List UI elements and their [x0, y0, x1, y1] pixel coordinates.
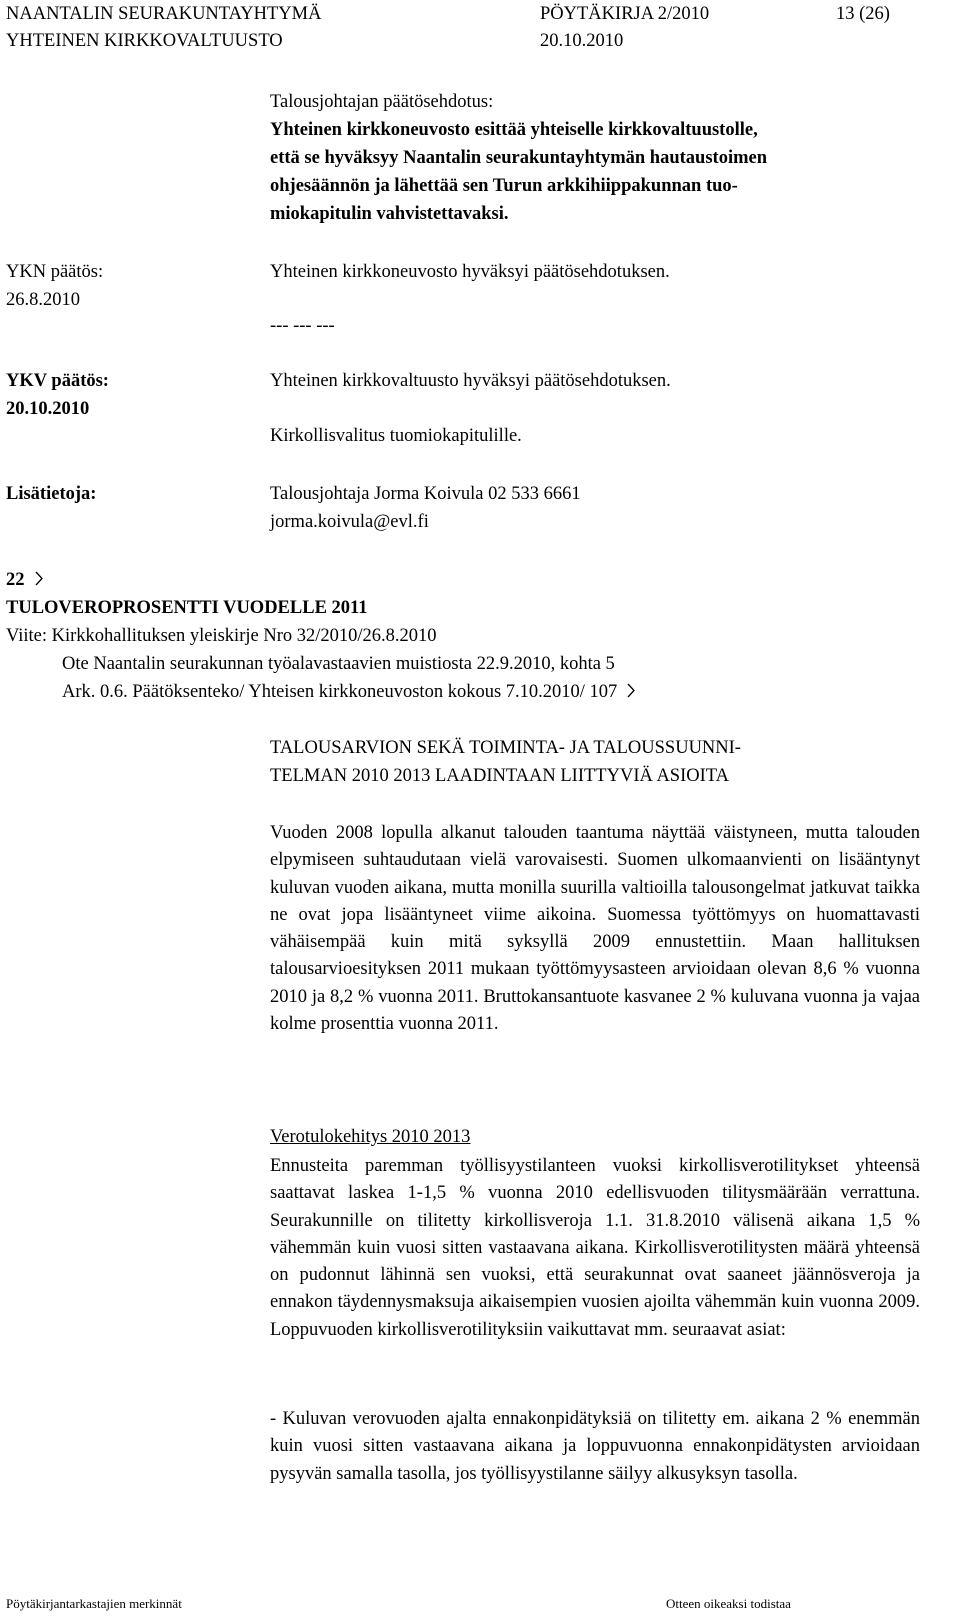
proposal-line: miokapitulin vahvistettavaksi. [270, 204, 509, 224]
footer-right: Otteen oikeaksi todistaa [666, 1596, 791, 1611]
item-reference: Viite: Kirkkohallituksen yleiskirje Nro 32/2010/26.8.2010 [6, 626, 437, 646]
footer-left: Pöytäkirjantarkastajien merkinnät [6, 1596, 182, 1611]
item-reference: Ote Naantalin seurakunnan työalavastaavien muistiosta 22.9.2010, kohta 5 [62, 654, 615, 674]
header-doc-type: PÖYTÄKIRJA 2/2010 [540, 4, 710, 24]
item-title: TULOVEROPROSENTTI VUODELLE 2011 [6, 598, 368, 618]
header-org: NAANTALIN SEURAKUNTAYHTYMÄ [6, 4, 322, 24]
ykn-decision-text: Yhteinen kirkkoneuvosto hyväksyi päätösehdotuksen. [270, 262, 670, 282]
info-email: jorma.koivula@evl.fi [270, 512, 429, 532]
section-heading: TALOUSARVION SEKÄ TOIMINTA- JA TALOUSSUUNNI- [270, 738, 741, 758]
bullet-paragraph: - Kuluvan verovuoden ajalta ennakonpidätyksiä on tilitetty em. aikana 2 % enemmän kuin vuosi sitten vastaavana aikana ja loppuvuonna ennakonpidätysten arvioidaan pysyvän samalla tasolla, jos työllisyystilanne säilyy alkusyksyn tasolla. [270, 1409, 920, 1484]
ykn-label: YKN päätös: [6, 262, 104, 282]
subsection-heading [270, 1127, 470, 1148]
subsection-heading-text: Verotulokehitys 2010 2013 [270, 1127, 471, 1147]
ykv-date: 20.10.2010 [6, 399, 90, 419]
item-number [6, 570, 43, 591]
item-number-text: 22 [6, 570, 25, 590]
info-contact: Talousjohtaja Jorma Koivula 02 533 6661 [270, 484, 581, 504]
ykn-date: 26.8.2010 [6, 290, 80, 310]
body-paragraph: Vuoden 2008 lopulla alkanut talouden taantuma näyttää väistyneen, mutta talouden elpymiseen suhtaudutaan vielä varovaisesti. Suomen ulkomaanvienti on lisääntynyt kuluvan vuoden aikana, mutta monilla suurilla valtioilla talousongelmat jatkuvat taikka ne ovat jopa lisääntyneet viime aikoina. Suomessa työttömyys on huomattavasti vähäisempää kuin mitä syksyllä 2009 ennustettiin. Maan hallituksen talousarvioesityksen 2011 mukaan työttömyysasteen arvioidaan olevan 8,6 % vuonna 2010 ja 8,2 % vuonna 2011. Bruttokansantuote kasvanee 2 % kuluvana vuonna ja vajaa kolme prosenttia vuonna 2011. [270, 823, 920, 1035]
proposal-line: ohjesäännön ja lähettää sen Turun arkkihiippakunnan tuo- [270, 176, 738, 196]
proposal-line: että se hyväksyy Naantalin seurakuntayhtymän hautaustoimen [270, 148, 767, 168]
info-label: Lisätietoja: [6, 484, 97, 504]
proposal-line: Yhteinen kirkkoneuvosto esittää yhteiselle kirkkovaltuustolle, [270, 120, 758, 140]
header-body: YHTEINEN KIRKKOVALTUUSTO [6, 31, 283, 51]
header-page-number: 13 (26) [836, 4, 890, 24]
section-marker-icon [627, 683, 635, 698]
appeal-instruction: Kirkollisvalitus tuomiokapitulille. [270, 426, 522, 446]
header-date: 20.10.2010 [540, 31, 624, 51]
ykv-label: YKV päätös: [6, 371, 109, 391]
item-reference [62, 682, 635, 703]
body-paragraph: Ennusteita paremman työllisyystilanteen vuoksi kirkollisverotilitykset yhteensä saattavat laskea 1-1,5 % vuonna 2010 edellisvuoden tilitysmäärään verrattuna. Seurakunnille on tilitetty kirkollisveroja 1.1. 31.8.2010 välisenä aikana 1,5 % vähemmän kuin vuosi sitten vastaavana aikana. Kirkollisverotilitysten määrä yhteensä on pudonnut lähinnä sen vuoksi, että seurakunnat ovat saaneet jäännösveroja ja ennakon täydennysmaksuja aikaisempien vuosien ajoilta vähemmän kuin vuonna 2009. Loppuvuoden kirkollisverotilityksiin vaikuttavat mm. seuraavat asiat: [270, 1156, 920, 1340]
separator: --- --- --- [270, 316, 335, 336]
section-marker-icon [35, 571, 43, 586]
section-heading: TELMAN 2010 2013 LAADINTAAN LIITTYVIÄ ASIOITA [270, 766, 729, 786]
proposal-intro: Talousjohtajan päätösehdotus: [270, 92, 494, 112]
ykv-decision-text: Yhteinen kirkkovaltuusto hyväksyi päätösehdotuksen. [270, 371, 671, 391]
item-reference-text: Ark. 0.6. Päätöksenteko/ Yhteisen kirkkoneuvoston kokous 7.10.2010/ 107 [62, 682, 618, 702]
